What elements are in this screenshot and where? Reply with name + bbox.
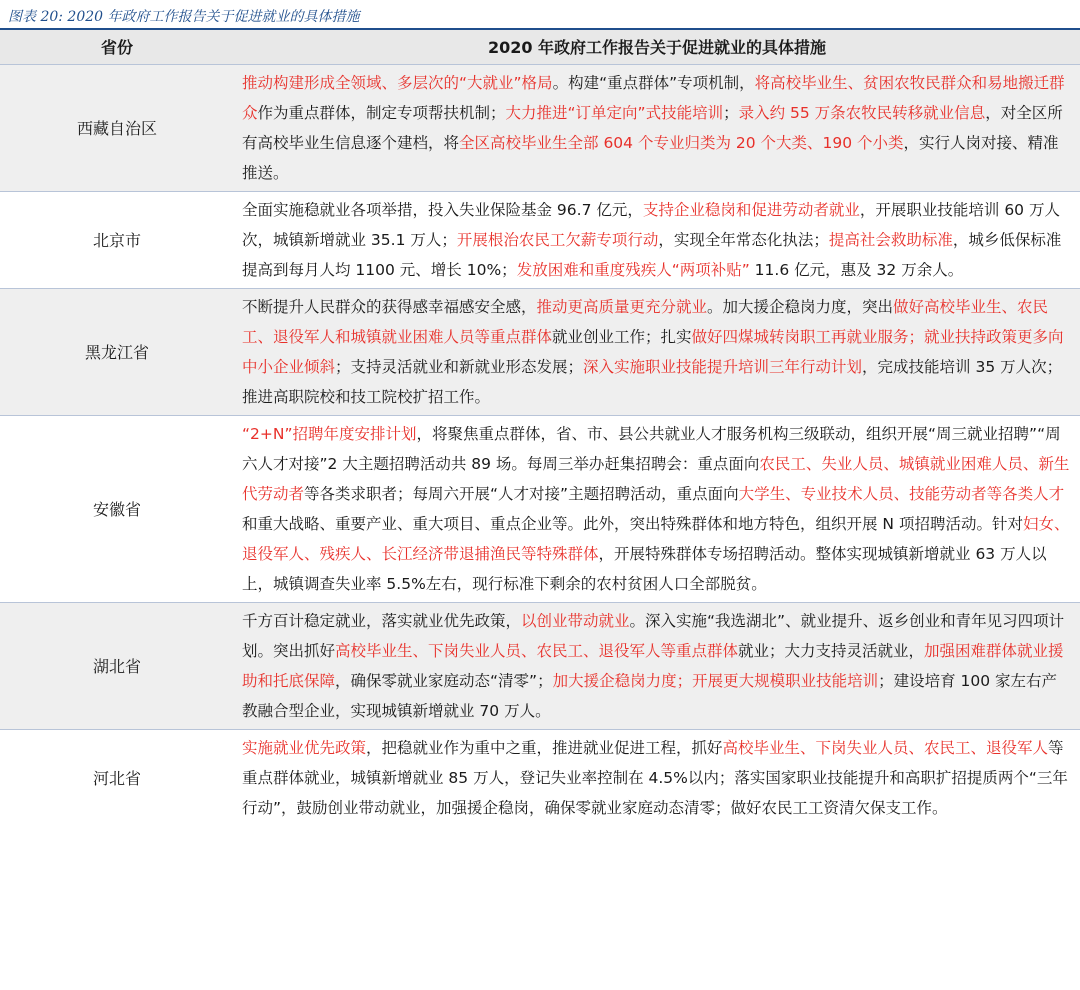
highlighted-text: 大力推进“订单定向”式技能培训 bbox=[505, 103, 724, 122]
body-text: 等重点群体就业，城镇新增就业 85 万人，登记失业率控制在 4.5%以内；落实国家职业技能提升和高职扩招提质两个“三年行动”，鼓励创业带动就业，加强援企稳岗，确保零就业家庭动态清零；做好农民工工资清欠保支工作。 bbox=[242, 738, 1068, 817]
body-text: 就业；大力支持灵活就业， bbox=[738, 641, 925, 660]
header-measures: 2020 年政府工作报告关于促进就业的具体措施 bbox=[487, 38, 827, 58]
body-text: ，将聚焦重点群体，省、市、县公共就业人才服务机构三级联动，组织开展“周三就业招聘”“周六人才对接”2 大主题招聘活动共 89 场。每周三举办赶集招聘会：重点面向 bbox=[242, 424, 1061, 473]
body-text: ，把稳就业作为重中之重，推进就业促进工程，抓好 bbox=[366, 738, 723, 757]
table-row bbox=[0, 64, 1080, 191]
highlighted-text: 推动更高质量更充分就业 bbox=[536, 297, 708, 316]
figure-caption: 图表 20: 2020 年政府工作报告关于促进就业的具体措施 bbox=[0, 0, 1080, 30]
measures-cell bbox=[234, 729, 1080, 826]
highlighted-text: 加大援企稳岗力度；开展更大规模职业技能培训 bbox=[552, 671, 879, 690]
body-text: ，完成技能培训 35 万人次；推进高职院校和技工院校扩招工作。 bbox=[242, 357, 1063, 406]
body-text: ，实行人岗对接、精准推送。 bbox=[242, 133, 1059, 182]
measures-table bbox=[0, 30, 1080, 826]
body-text: 作为重点群体，制定专项帮扶机制； bbox=[257, 103, 506, 122]
body-text: ，开展职业技能培训 60 万人次，城镇新增就业 35.1 万人； bbox=[242, 200, 1060, 249]
table-row bbox=[0, 288, 1080, 415]
highlighted-text: 大学生、专业技术人员、技能劳动者等各类人才 bbox=[738, 484, 1065, 503]
province-cell: 湖北省 bbox=[0, 602, 234, 729]
province-cell: 北京市 bbox=[0, 191, 234, 288]
body-text: ，城乡低保标准提高到每月人均 1100 元、增长 10%； bbox=[242, 230, 1062, 279]
body-text: 。构建“重点群体”专项机制， bbox=[552, 73, 755, 92]
body-text: 就业创业工作；扎实 bbox=[552, 327, 692, 346]
body-text: 等各类求职者；每周六开展“人才对接”主题招聘活动，重点面向 bbox=[304, 484, 739, 503]
measures-cell bbox=[234, 602, 1080, 729]
body-text: ；建设培育 100 家左右产教融合型企业，实现城镇新增就业 70 万人。 bbox=[242, 671, 1058, 720]
table-body bbox=[0, 64, 1080, 826]
highlighted-text: 深入实施职业技能提升培训三年行动计划 bbox=[583, 357, 863, 376]
highlighted-text: 开展根治农民工欠薪专项行动 bbox=[456, 230, 659, 249]
measures-cell bbox=[234, 64, 1080, 191]
body-text: 11.6 亿元，惠及 32 万余人。 bbox=[749, 260, 964, 279]
body-text: ，确保零就业家庭动态“清零”； bbox=[335, 671, 553, 690]
highlighted-text: 加强困难群体就业援助和托底保障 bbox=[242, 641, 1064, 690]
highlighted-text: 做好四煤城转岗职工再就业服务；就业扶持政策更多向中小企业倾斜 bbox=[242, 327, 1064, 376]
highlighted-text: 高校毕业生、下岗失业人员、农民工、退役军人等重点群体 bbox=[335, 641, 739, 660]
highlighted-text: 妇女、退役军人、残疾人、长江经济带退捕渔民等特殊群体 bbox=[242, 514, 1070, 563]
measures-cell bbox=[234, 288, 1080, 415]
measures-cell bbox=[234, 191, 1080, 288]
table-header-row bbox=[0, 30, 1080, 64]
header-province: 省份 bbox=[100, 38, 133, 58]
body-text: 全面实施稳就业各项举措，投入失业保险基金 96.7 亿元， bbox=[242, 200, 643, 219]
province-cell: 河北省 bbox=[0, 729, 234, 826]
table-row bbox=[0, 191, 1080, 288]
highlighted-text: 高校毕业生、下岗失业人员、农民工、退役军人 bbox=[722, 738, 1049, 757]
body-text: ，实现全年常态化执法； bbox=[658, 230, 829, 249]
highlighted-text: 以创业带动就业 bbox=[521, 611, 630, 630]
province-cell: 黑龙江省 bbox=[0, 288, 234, 415]
body-text: 。深入实施“我选湖北”、就业提升、返乡创业和青年见习四项计划。突出抓好 bbox=[242, 611, 1065, 660]
highlighted-text: 录入约 55 万条农牧民转移就业信息 bbox=[738, 103, 986, 122]
table-row bbox=[0, 602, 1080, 729]
measures-cell bbox=[234, 415, 1080, 602]
highlighted-text: 提高社会救助标准 bbox=[828, 230, 953, 249]
body-text: 千方百计稳定就业，落实就业优先政策， bbox=[242, 611, 522, 630]
table-row bbox=[0, 729, 1080, 826]
province-cell: 西藏自治区 bbox=[0, 64, 234, 191]
highlighted-text: 全区高校毕业生全部 604 个专业归类为 20 个大类、190 个小类 bbox=[459, 133, 904, 152]
body-text: 和重大战略、重要产业、重大项目、重点企业等。此外，突出特殊群体和地方特色，组织开展 N 项招聘活动。针对 bbox=[242, 514, 1023, 533]
body-text: 。加大援企稳岗力度，突出 bbox=[707, 297, 894, 316]
body-text: 不断提升人民群众的获得感幸福感安全感， bbox=[242, 297, 537, 316]
highlighted-text: 实施就业优先政策 bbox=[242, 738, 367, 757]
province-cell: 安徽省 bbox=[0, 415, 234, 602]
highlighted-text: 支持企业稳岗和促进劳动者就业 bbox=[642, 200, 860, 219]
body-text: ； bbox=[723, 103, 739, 122]
body-text: ，对全区所有高校毕业生信息逐个建档，将 bbox=[242, 103, 1063, 152]
highlighted-text: 将高校毕业生、贫困农牧民群众和易地搬迁群众 bbox=[242, 73, 1065, 122]
highlighted-text: 做好高校毕业生、农民工、退役军人和城镇就业困难人员等重点群体 bbox=[242, 297, 1049, 346]
highlighted-text: 发放困难和重度残疾人“两项补贴” bbox=[516, 260, 750, 279]
highlighted-text: 农民工、失业人员、城镇就业困难人员、新生代劳动者 bbox=[242, 454, 1070, 503]
table-row bbox=[0, 415, 1080, 602]
highlighted-text: 推动构建形成全领域、多层次的“大就业”格局 bbox=[242, 73, 553, 92]
highlighted-text: “2+N”招聘年度安排计划 bbox=[242, 424, 417, 443]
body-text: ，开展特殊群体专场招聘活动。整体实现城镇新增就业 63 万人以上，城镇调查失业率 5.5%左右，现行标准下剩余的农村贫困人口全部脱贫。 bbox=[242, 544, 1047, 593]
body-text: ；支持灵活就业和新就业形态发展； bbox=[335, 357, 584, 376]
